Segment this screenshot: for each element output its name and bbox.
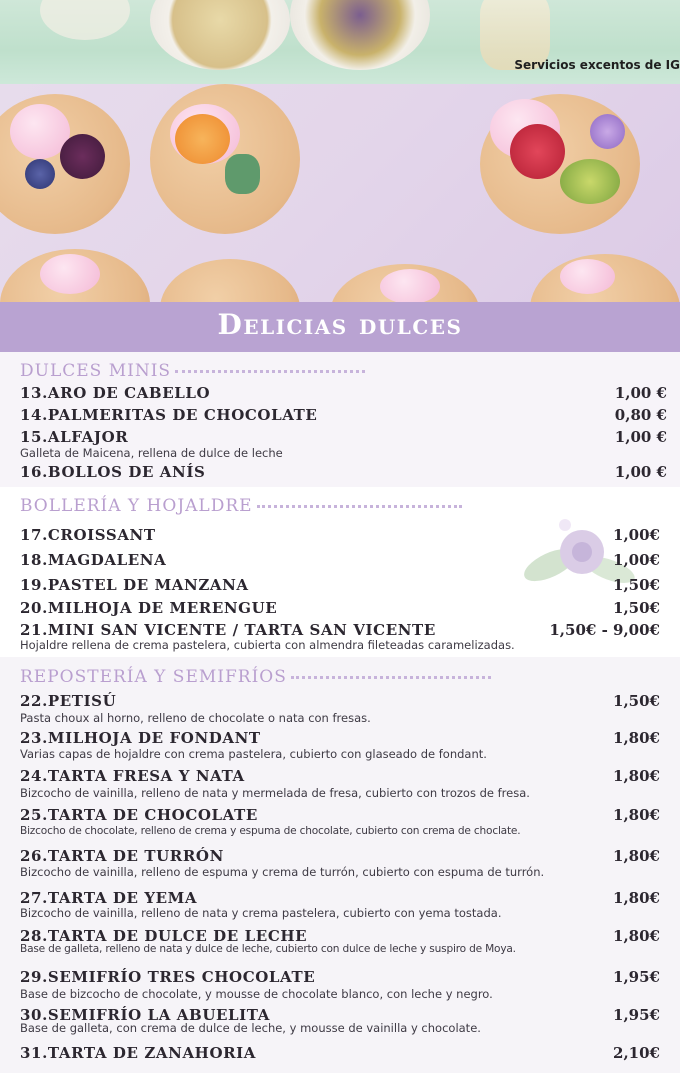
header-photo — [0, 0, 680, 84]
menu-item-price: 1,80€ — [613, 806, 660, 824]
section-heading-bolleria: BOLLERÍA Y HOJALDRE — [20, 496, 462, 516]
menu-item-price: 1,80€ — [613, 767, 660, 785]
menu-item-price: 1,50€ - 9,00€ — [549, 621, 660, 639]
menu-item-name: 19.PASTEL DE MANZANA — [20, 576, 249, 594]
menu-item-price: 2,10€ — [613, 1044, 660, 1062]
menu-item-description: Base de bizcocho de chocolate, y mousse de chocolate blanco, con leche y negro. — [20, 987, 493, 1001]
menu-item-price: 1,00 € — [614, 384, 667, 402]
menu-item-name: 16.BOLLOS DE ANÍS — [20, 463, 206, 481]
menu-item-description: Pasta choux al horno, relleno de chocolate o nata con fresas. — [20, 711, 371, 725]
menu-item-name: 15.ALFAJOR — [20, 428, 129, 446]
menu-item-name: 29.SEMIFRÍO TRES CHOCOLATE — [20, 968, 316, 986]
menu-item-name: 21.MINI SAN VICENTE / TARTA SAN VICENTE — [20, 621, 436, 639]
menu-item-name: 27.TARTA DE YEMA — [20, 889, 198, 907]
menu-item-name: 24.TARTA FRESA Y NATA — [20, 767, 245, 785]
menu-item-price: 1,00€ — [613, 551, 660, 569]
menu-item-name: 31.TARTA DE ZANAHORIA — [20, 1044, 257, 1062]
menu-item-price: 1,50€ — [613, 692, 660, 710]
section-heading-reposteria: REPOSTERÍA Y SEMIFRÍOS — [20, 667, 491, 687]
menu-item-price: 1,80€ — [613, 847, 660, 865]
menu-item-price: 1,00 € — [614, 428, 667, 446]
menu-item-name: 22.PETISÚ — [20, 692, 117, 710]
menu-item-price: 0,80 € — [614, 406, 667, 424]
menu-item-description: Bizcocho de chocolate, relleno de crema y espuma de chocolate, cubierto con crema de choclate. — [20, 825, 521, 837]
menu-item-description: Base de galleta, con crema de dulce de leche, y mousse de vainilla y chocolate. — [20, 1021, 481, 1035]
menu-item-description: Bizcocho de vainilla, relleno de nata y crema pastelera, cubierto con yema tostada. — [20, 906, 502, 920]
menu-item-price: 1,80€ — [613, 729, 660, 747]
menu-item-price: 1,95€ — [613, 968, 660, 986]
menu-banner — [0, 302, 680, 352]
section-heading-dulces-minis: DULCES MINIS — [20, 361, 365, 381]
menu-item-name: 20.MILHOJA DE MERENGUE — [20, 599, 278, 617]
menu-item-price: 1,50€ — [613, 599, 660, 617]
menu-item-name: 17.CROISSANT — [20, 526, 156, 544]
menu-item-price: 1,00€ — [613, 526, 660, 544]
menu-item-name: 14.PALMERITAS DE CHOCOLATE — [20, 406, 318, 424]
menu-item-description: Hojaldre rellena de crema pastelera, cubierta con almendra fileteadas caramelizadas. — [20, 638, 515, 652]
menu-item-description: Bizcocho de vainilla, relleno de nata y mermelada de fresa, cubierto con trozos de fresa. — [20, 786, 530, 800]
menu-item-name: 26.TARTA DE TURRÓN — [20, 847, 224, 865]
menu-item-price: 1,50€ — [613, 576, 660, 594]
menu-item-name: 23.MILHOJA DE FONDANT — [20, 729, 261, 747]
menu-item-name: 13.ARO DE CABELLO — [20, 384, 211, 402]
menu-item-price: 1,95€ — [613, 1006, 660, 1024]
menu-item-name: 30.SEMIFRÍO LA ABUELITA — [20, 1006, 270, 1024]
menu-item-price: 1,80€ — [613, 927, 660, 945]
page-title: Delicias dulces — [217, 308, 463, 341]
menu-item-price: 1,80€ — [613, 889, 660, 907]
tax-note: Servicios excentos de IG — [514, 58, 680, 72]
menu-item-description: Varias capas de hojaldre con crema pastelera, cubierto con glaseado de fondant. — [20, 747, 487, 761]
menu-item-description: Galleta de Maicena, rellena de dulce de leche — [20, 446, 283, 460]
menu-item-name: 18.MAGDALENA — [20, 551, 167, 569]
menu-item-name: 28.TARTA DE DULCE DE LECHE — [20, 927, 308, 945]
hero-pastries-photo — [0, 84, 680, 302]
menu-item-description: Bizcocho de vainilla, relleno de espuma y crema de turrón, cubierto con espuma de turrón. — [20, 865, 545, 879]
menu-item-description: Base de galleta, relleno de nata y dulce de leche, cubierto con dulce de leche y suspiro de Moya. — [20, 943, 516, 955]
menu-item-name: 25.TARTA DE CHOCOLATE — [20, 806, 258, 824]
menu-item-price: 1,00 € — [614, 463, 667, 481]
